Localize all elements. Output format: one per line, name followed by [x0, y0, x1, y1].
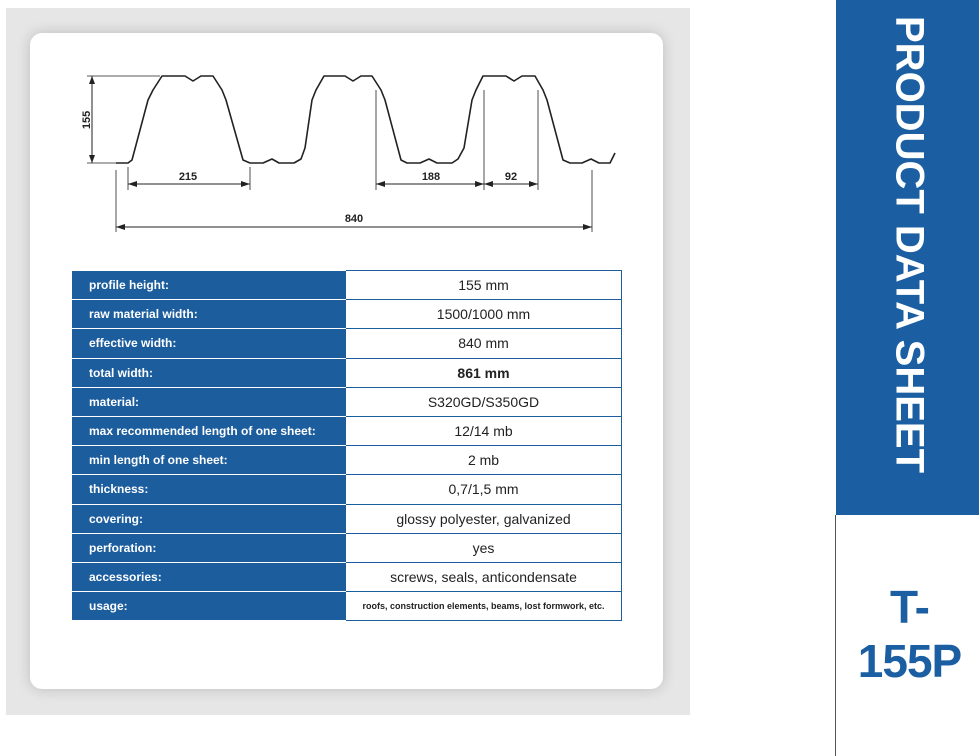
profile-drawing	[0, 0, 700, 260]
spec-value: 840 mm	[346, 329, 622, 358]
spec-label: raw material width:	[72, 300, 346, 329]
table-row	[72, 300, 622, 329]
profile-outline	[116, 76, 615, 163]
table-row	[72, 387, 622, 416]
spec-label: max recommended length of one sheet:	[72, 416, 346, 445]
spec-label: perforation:	[72, 533, 346, 562]
spec-value: 155 mm	[346, 271, 622, 300]
spec-value: 2 mb	[346, 446, 622, 475]
table-row	[72, 533, 622, 562]
table-row	[72, 416, 622, 445]
table-row	[72, 329, 622, 358]
banner-title	[841, 16, 976, 496]
dim-rib-top: 188	[421, 171, 441, 183]
table-row	[72, 446, 622, 475]
table-row	[72, 562, 622, 591]
spec-value: screws, seals, anticondensate	[346, 562, 622, 591]
table-row	[72, 592, 622, 621]
spec-table	[72, 270, 622, 621]
spec-value: S320GD/S350GD	[346, 387, 622, 416]
spec-label: thickness:	[72, 475, 346, 504]
spec-label: usage:	[72, 592, 346, 621]
spec-label: accessories:	[72, 562, 346, 591]
dim-flat: 92	[504, 171, 518, 183]
dim-effective: 840	[344, 213, 364, 225]
spec-label: profile height:	[72, 271, 346, 300]
spec-value: glossy polyester, galvanized	[346, 504, 622, 533]
table-row	[72, 358, 622, 387]
spec-label: total width:	[72, 358, 346, 387]
spec-value: yes	[346, 533, 622, 562]
model-name: T-155P	[857, 581, 962, 687]
spec-label: covering:	[72, 504, 346, 533]
spec-value: 12/14 mb	[346, 416, 622, 445]
spec-label: material:	[72, 387, 346, 416]
spec-label: effective width:	[72, 329, 346, 358]
spec-value: 0,7/1,5 mm	[346, 475, 622, 504]
spec-value: 1500/1000 mm	[346, 300, 622, 329]
table-row	[72, 504, 622, 533]
dim-height: 155	[81, 110, 93, 130]
spec-value: roofs, construction elements, beams, lost formwork, etc.	[346, 592, 622, 621]
spec-label: min length of one sheet:	[72, 446, 346, 475]
banner-title-text: PRODUCT DATA SHEET	[887, 16, 931, 474]
table-row	[72, 271, 622, 300]
dim-rib-bottom: 215	[178, 171, 198, 183]
table-row	[72, 475, 622, 504]
spec-value: 861 mm	[346, 358, 622, 387]
divider-line	[835, 515, 836, 756]
